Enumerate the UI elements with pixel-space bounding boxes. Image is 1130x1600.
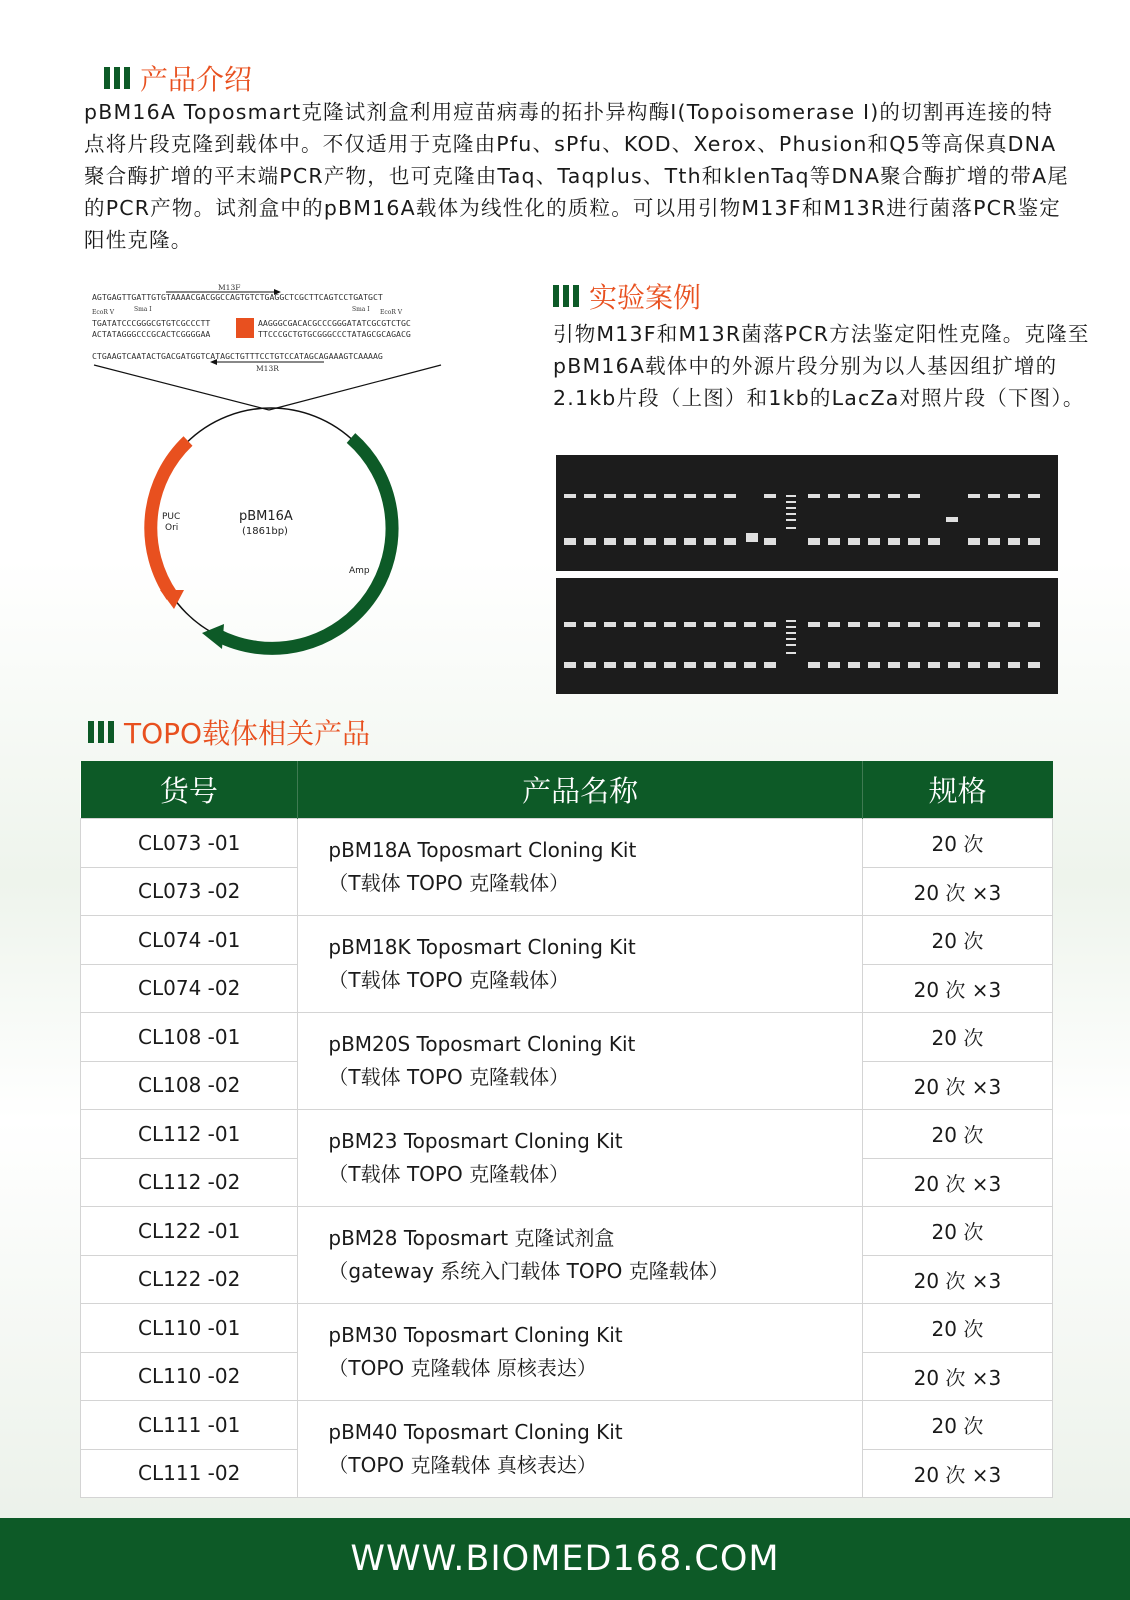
product-spec: 20 次 ×3 [862, 1255, 1052, 1304]
product-name [298, 916, 862, 1013]
product-code: CL073 -01 [81, 819, 298, 868]
intro-heading [104, 58, 252, 98]
header-code: 货号 [81, 761, 298, 819]
table-header-row [81, 761, 1053, 819]
seq-line-3b: TTCCCGCTGTGCGGGCCCTATAGCGCAGACG [258, 329, 411, 339]
product-spec: 20 次 ×3 [862, 1449, 1052, 1498]
bars-icon [553, 285, 579, 307]
bars-icon [88, 721, 114, 743]
sma-right: Sma I [352, 306, 370, 313]
table-row [81, 1304, 1053, 1353]
gel-image-bottom [556, 578, 1058, 694]
header-name: 产品名称 [298, 761, 862, 819]
product-name-line-2: （TOPO 克隆载体 原核表达） [328, 1356, 597, 1380]
product-code: CL111 -01 [81, 1401, 298, 1450]
product-code: CL111 -02 [81, 1449, 298, 1498]
product-spec: 20 次 [862, 819, 1052, 868]
product-spec: 20 次 [862, 1304, 1052, 1353]
ori-label-2: Ori [165, 523, 179, 533]
product-name-line-1: pBM18K Toposmart Cloning Kit [328, 935, 636, 959]
gel-image-top [556, 455, 1058, 571]
intro-body: pBM16A Toposmart克隆试剂盒利用痘苗病毒的拓扑异构酶I(Topoisomerase I)的切割再连接的特点将片段克隆到载体中。不仅适用于克隆由Pfu、sPfu、KOD、Xerox、Phusion和Q5等高保真DNA聚合酶扩增的平末端PCR产物，也可克隆由Taq、Taqplus、Tth和klenTaq等DNA聚合酶扩增的带A尾的PCR产物。试剂盒中的pBM16A载体为线性化的质粒。可以用引物M13F和M13R进行菌落PCR鉴定阳性克隆。 [84, 100, 1070, 252]
product-name [298, 1110, 862, 1207]
footer-bar [0, 1518, 1130, 1600]
product-name [298, 1207, 862, 1304]
case-title: 实验案例 [589, 281, 702, 314]
table-row [81, 916, 1053, 965]
product-spec: 20 次 ×3 [862, 1061, 1052, 1110]
table-row [81, 1401, 1053, 1450]
product-name-line-1: pBM20S Toposmart Cloning Kit [328, 1032, 636, 1056]
product-code: CL122 -02 [81, 1255, 298, 1304]
products-title: TOPO载体相关产品 [124, 717, 371, 750]
case-body: 引物M13F和M13R菌落PCR方法鉴定阳性克隆。克隆至pBM16A载体中的外源片段分别为以人基因组扩增的2.1kb片段（上图）和1kb的LacZa对照片段（下图）。 [553, 322, 1090, 410]
table-row [81, 819, 1053, 868]
website-url[interactable]: WWW.BIOMED168.COM [350, 1539, 780, 1579]
product-code: CL074 -01 [81, 916, 298, 965]
product-name [298, 819, 862, 916]
product-spec: 20 次 [862, 916, 1052, 965]
header-spec: 规格 [862, 761, 1052, 819]
intro-title: 产品介绍 [140, 63, 253, 96]
product-name-line-2: （T载体 TOPO 克隆载体） [328, 968, 570, 992]
sma-left: Sma I [134, 306, 152, 313]
product-name [298, 1304, 862, 1401]
product-name-line-1: pBM40 Toposmart Cloning Kit [328, 1420, 623, 1444]
insert-marker [236, 318, 254, 338]
product-code: CL122 -01 [81, 1207, 298, 1256]
seq-line-4: CTGAAGTCAATACTGACGATGGTCATAGCTGTTTCCTGTCCATAGCAGAAAGTCAAAAG [92, 351, 383, 361]
product-name-line-2: （T载体 TOPO 克隆载体） [328, 871, 570, 895]
product-code: CL112 -02 [81, 1158, 298, 1207]
product-spec: 20 次 ×3 [862, 1352, 1052, 1401]
product-spec: 20 次 ×3 [862, 867, 1052, 916]
ori-label-1: PUC [162, 512, 181, 522]
product-name-line-1: pBM18A Toposmart Cloning Kit [328, 838, 637, 862]
ecor-left: EcoR V [92, 309, 115, 316]
product-spec: 20 次 [862, 1013, 1052, 1062]
products-heading [88, 712, 370, 752]
seq-line-2b: AAGGGCGACACGCCCGGGATATCGCGTCTGC [258, 318, 411, 328]
product-spec: 20 次 [862, 1110, 1052, 1159]
plasmid-map [84, 283, 464, 673]
products-table [80, 761, 1053, 1498]
primer-r-label: M13R [256, 364, 279, 373]
ecor-right: EcoR V [380, 309, 403, 316]
table-row [81, 1013, 1053, 1062]
product-code: CL108 -02 [81, 1061, 298, 1110]
product-name [298, 1013, 862, 1110]
seq-line-3a: ACTATAGGGCCCGCACTCGGGGAA [92, 329, 211, 339]
case-heading [553, 276, 701, 316]
product-name-line-2: （T载体 TOPO 克隆载体） [328, 1162, 570, 1186]
product-code: CL074 -02 [81, 964, 298, 1013]
product-name-line-2: （gateway 系统入门载体 TOPO 克隆载体） [328, 1259, 729, 1283]
bars-icon [104, 67, 130, 89]
product-name-line-1: pBM28 Toposmart 克隆试剂盒 [328, 1226, 615, 1250]
product-code: CL073 -02 [81, 867, 298, 916]
product-spec: 20 次 [862, 1207, 1052, 1256]
product-name-line-2: （T载体 TOPO 克隆载体） [328, 1065, 570, 1089]
product-name [298, 1401, 862, 1498]
product-spec: 20 次 [862, 1401, 1052, 1450]
product-spec: 20 次 ×3 [862, 1158, 1052, 1207]
product-code: CL108 -01 [81, 1013, 298, 1062]
seq-line-1: AGTGAGTTGATTGTGTAAAACGACGGCCAGTGTCTGAGGCTCGCTTCAGTCCTGATGCT [92, 292, 383, 302]
product-name-line-1: pBM23 Toposmart Cloning Kit [328, 1129, 623, 1153]
amp-label: Amp [349, 566, 370, 576]
product-spec: 20 次 ×3 [862, 964, 1052, 1013]
product-code: CL110 -02 [81, 1352, 298, 1401]
plasmid-size: (1861bp) [242, 526, 288, 537]
amp-arc [217, 438, 392, 648]
product-name-line-2: （TOPO 克隆载体 真核表达） [328, 1453, 597, 1477]
primer-f-label: M13F [218, 283, 241, 292]
seq-line-2a: TGATATCCCGGGCGTGTCGCCCTT [92, 318, 211, 328]
plasmid-name: pBM16A [239, 509, 293, 524]
product-code: CL110 -01 [81, 1304, 298, 1353]
product-code: CL112 -01 [81, 1110, 298, 1159]
table-row [81, 1207, 1053, 1256]
product-name-line-1: pBM30 Toposmart Cloning Kit [328, 1323, 623, 1347]
table-row [81, 1110, 1053, 1159]
